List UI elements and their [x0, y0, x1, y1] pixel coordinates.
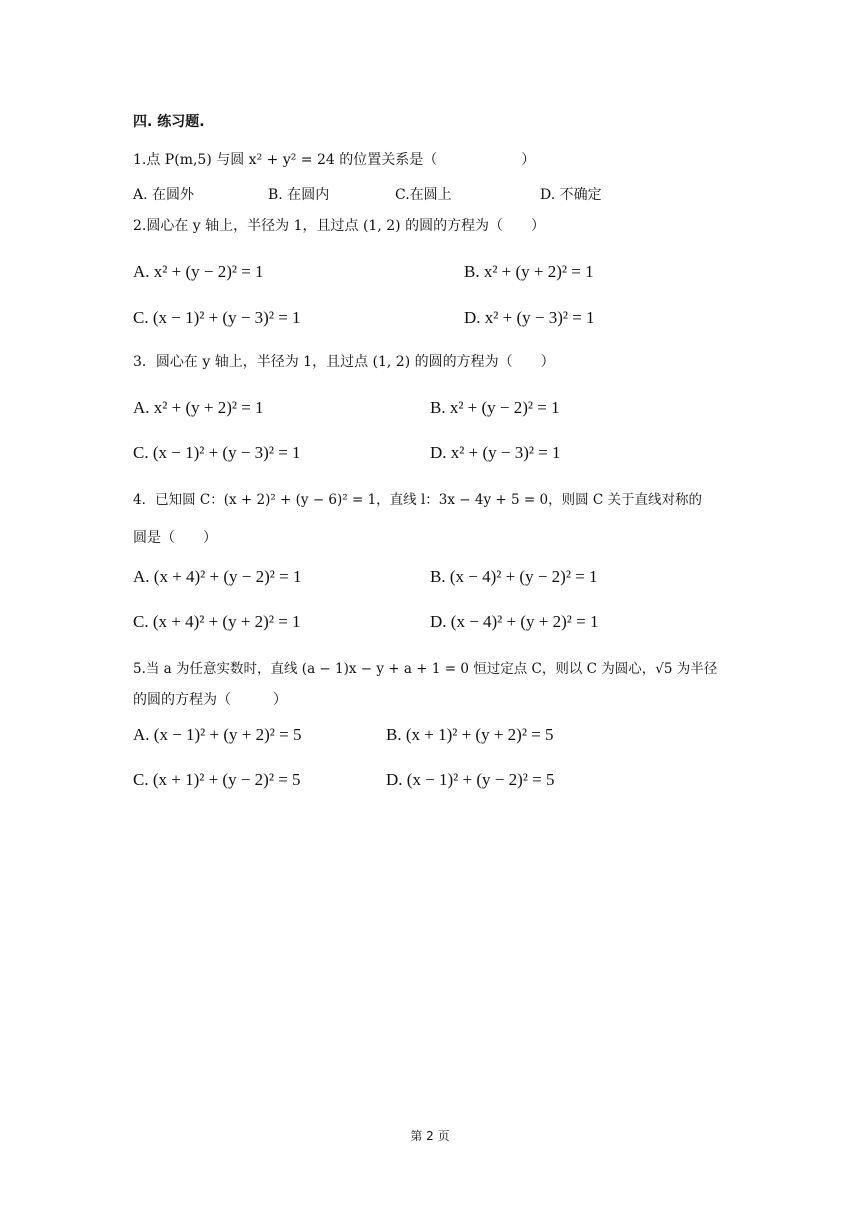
- question-2-option-d: D. x² + (y − 3)² = 1: [464, 308, 595, 327]
- question-5-stem-line2: 的圆的方程为（ ）: [133, 692, 287, 708]
- question-4-option-a: A. (x + 4)² + (y − 2)² = 1: [133, 567, 302, 586]
- question-3-option-b: B. x² + (y − 2)² = 1: [430, 398, 560, 417]
- question-2-option-a: A. x² + (y − 2)² = 1: [133, 262, 264, 281]
- question-5-option-d: D. (x − 1)² + (y − 2)² = 5: [386, 770, 555, 789]
- question-2-stem: 2.圆心在 y 轴上，半径为 1，且过点 (1, 2) 的圆的方程为（ ）: [133, 218, 546, 234]
- question-1-option-c: C.在圆上: [395, 187, 452, 203]
- question-4-stem-line2: 圆是（ ）: [133, 530, 217, 546]
- question-1-stem: 1.点 P(m,5) 与圆 x² + y² = 24 的位置关系是（ ）: [133, 152, 536, 168]
- question-5-option-c: C. (x + 1)² + (y − 2)² = 5: [133, 770, 301, 789]
- question-2-option-b: B. x² + (y + 2)² = 1: [464, 262, 594, 281]
- question-4-stem-line1: 4．已知圆 C：(x + 2)² + (y − 6)² = 1，直线 l：3x − 4y + 5 = 0，则圆 C 关于直线对称的: [133, 492, 702, 508]
- question-1-option-a: A. 在圆外: [133, 187, 195, 203]
- question-3-option-c: C. (x − 1)² + (y − 3)² = 1: [133, 443, 301, 462]
- question-4-option-b: B. (x − 4)² + (y − 2)² = 1: [430, 567, 598, 586]
- question-4-option-c: C. (x + 4)² + (y + 2)² = 1: [133, 612, 301, 631]
- question-1-option-d: D. 不确定: [540, 187, 602, 203]
- question-5-stem-line1: 5.当 a 为任意实数时，直线 (a − 1)x − y + a + 1 = 0 恒过定点 C，则以 C 为圆心，√5 为半径: [133, 661, 718, 677]
- question-3-option-d: D. x² + (y − 3)² = 1: [430, 443, 561, 462]
- question-3-stem: 3．圆心在 y 轴上，半径为 1，且过点 (1, 2) 的圆的方程为（ ）: [133, 354, 555, 370]
- question-3-option-a: A. x² + (y + 2)² = 1: [133, 398, 264, 417]
- section-title: 四. 练习题.: [133, 114, 205, 130]
- question-2-option-c: C. (x − 1)² + (y − 3)² = 1: [133, 308, 301, 327]
- question-5-option-b: B. (x + 1)² + (y + 2)² = 5: [386, 725, 554, 744]
- question-1-option-b: B. 在圆内: [268, 187, 330, 203]
- page-footer: 第 2 页: [410, 1129, 450, 1143]
- question-4-option-d: D. (x − 4)² + (y + 2)² = 1: [430, 612, 599, 631]
- question-5-option-a: A. (x − 1)² + (y + 2)² = 5: [133, 725, 302, 744]
